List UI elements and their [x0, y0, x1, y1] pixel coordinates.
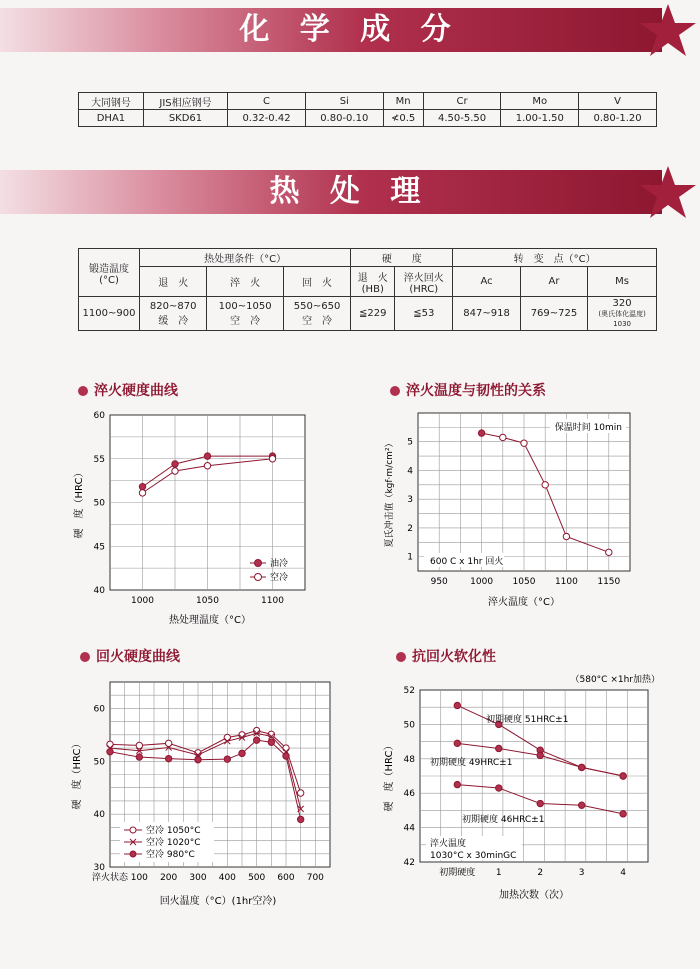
- data-point: [253, 737, 259, 743]
- y-tick-label: 55: [93, 454, 105, 465]
- data-point: [283, 745, 289, 751]
- y-tick-label: 4: [407, 466, 413, 477]
- bullet-icon: [78, 386, 88, 396]
- legend-marker-open: [130, 827, 136, 833]
- data-point: [620, 773, 626, 779]
- data-point: [478, 430, 484, 436]
- data-point: [537, 800, 543, 806]
- td-quench: 100~1050 空 冷: [207, 297, 283, 331]
- data-point: [283, 753, 289, 759]
- td-daido: DHA1: [79, 110, 144, 127]
- y-tick-label: 50: [93, 498, 105, 509]
- data-point: [165, 755, 171, 761]
- data-point: [606, 549, 612, 555]
- legend: [120, 822, 214, 862]
- data-point: [136, 754, 142, 760]
- annot-bottom: 淬火温度: [430, 839, 467, 849]
- y-axis-label: 硬 度（HRC）: [72, 738, 83, 810]
- data-point: [172, 461, 178, 467]
- x-tick-label: 950: [430, 577, 448, 587]
- heat-banner: [0, 164, 700, 220]
- td-forge: 1100~900: [79, 297, 140, 331]
- th-anneal: 退 火: [140, 267, 207, 297]
- legend-label: 空冷 1050°C: [146, 826, 201, 836]
- legend-label: 油冷: [270, 559, 289, 569]
- chart4-heading: 抗回火软化性: [396, 646, 496, 666]
- annot-bottom2: 1030°C x 30minGC: [430, 851, 517, 861]
- th-trans: 转 变 点（°C）: [453, 249, 657, 267]
- y-tick-label: 50: [93, 757, 105, 768]
- th-cr: Cr: [423, 93, 501, 110]
- td-v: 0.80-1.20: [579, 110, 657, 127]
- y-tick-label: 50: [403, 720, 415, 731]
- data-point: [139, 490, 145, 496]
- th-forge: 锻造温度 (°C): [79, 249, 140, 297]
- legend-marker-filled: [130, 851, 136, 857]
- x-tick-label: 200: [160, 873, 178, 883]
- data-point: [268, 739, 274, 745]
- temper-softening-chart: [380, 670, 670, 910]
- legend-marker-filled: [255, 560, 262, 567]
- x-tick-label: 2: [537, 868, 544, 878]
- td-ms: 320 (奥氏体化温度) 1030: [588, 297, 657, 331]
- data-point: [496, 785, 502, 791]
- data-point: [107, 749, 113, 755]
- th-daido: 大同钢号: [79, 93, 144, 110]
- data-point: [172, 468, 178, 474]
- th-temper: 回 火: [283, 267, 350, 297]
- x-axis-label: 加热次数（次）: [499, 890, 569, 901]
- y-tick-label: 1: [407, 552, 413, 563]
- x-tick-label: 100: [130, 873, 148, 883]
- y-tick-label: 40: [93, 810, 105, 821]
- td-hrc: ≦53: [395, 297, 453, 331]
- x-tick-label: 500: [248, 873, 266, 883]
- star-icon: [630, 2, 700, 58]
- x-axis-label: 回火温度（°C）(1hr空冷): [159, 896, 277, 907]
- data-point: [542, 482, 548, 488]
- x-tick-label: 600: [277, 873, 295, 883]
- x-tick-label: 1100: [554, 577, 578, 587]
- series-label: 初期硬度 49HRC±1: [430, 758, 513, 768]
- y-tick-label: 46: [403, 789, 415, 800]
- bullet-icon: [80, 652, 90, 662]
- data-point: [297, 816, 303, 822]
- x-tick-label: 1050: [196, 596, 219, 606]
- y-tick-label: 44: [403, 823, 415, 834]
- th-mn: Mn: [383, 93, 423, 110]
- x-tick-label: 初期硬度: [439, 868, 476, 878]
- bullet-icon: [390, 386, 400, 396]
- y-tick-label: 45: [93, 542, 105, 553]
- td-hb: ≦229: [351, 297, 395, 331]
- data-point: [195, 757, 201, 763]
- x-tick-label: 3: [578, 868, 585, 878]
- data-point: [454, 781, 460, 787]
- chart1-heading: 淬火硬度曲线: [78, 380, 178, 400]
- y-tick-label: 52: [403, 686, 415, 696]
- data-point: [521, 440, 527, 446]
- th-v: V: [579, 93, 657, 110]
- x-tick-label: 淬火状态: [91, 873, 129, 883]
- legend-label: 空冷 1020°C: [146, 838, 201, 848]
- chem-banner: [0, 2, 700, 58]
- data-point: [537, 752, 543, 758]
- x-tick-label: 300: [189, 873, 207, 883]
- td-c: 0.32-0.42: [228, 110, 306, 127]
- y-tick-label: 30: [93, 863, 105, 873]
- td-ar: 769~725: [520, 297, 587, 331]
- td-mn: ≮0.5: [383, 110, 423, 127]
- data-point: [204, 463, 210, 469]
- temper-hardness-chart: [68, 672, 340, 912]
- data-point: [139, 484, 145, 490]
- td-mo: 1.00-1.50: [501, 110, 579, 127]
- th-h-anneal: 退 火 (HB): [351, 267, 395, 297]
- x-tick-label: 1000: [470, 577, 494, 587]
- chart3-heading: 回火硬度曲线: [80, 646, 180, 666]
- th-jis: JIS相应钢号: [143, 93, 227, 110]
- data-point: [578, 764, 584, 770]
- chem-table: [78, 92, 657, 127]
- data-point: [454, 702, 460, 708]
- th-quench: 淬 火: [207, 267, 283, 297]
- data-point: [204, 453, 210, 459]
- data-point: [136, 742, 142, 748]
- quench-hardness-chart: [70, 405, 320, 630]
- y-axis-label: 夏氏冲击值（kgf·m/cm²）: [385, 438, 395, 548]
- data-point: [224, 756, 230, 762]
- annot-top: 保温时间 10min: [554, 423, 622, 433]
- data-point: [297, 790, 303, 796]
- th-cond: 热处理条件（°C）: [140, 249, 351, 267]
- x-tick-label: 1050: [512, 577, 536, 587]
- data-point: [496, 745, 502, 751]
- x-axis-label: 热处理温度（°C）: [169, 615, 251, 626]
- th-hard: 硬 度: [351, 249, 453, 267]
- td-cr: 4.50-5.50: [423, 110, 501, 127]
- legend-marker-open: [255, 574, 262, 581]
- th-h-quench: 淬火回火 (HRC): [395, 267, 453, 297]
- data-point: [239, 750, 245, 756]
- y-tick-label: 60: [93, 411, 105, 421]
- y-tick-label: 60: [93, 704, 105, 715]
- y-tick-label: 40: [93, 586, 105, 596]
- data-point: [578, 802, 584, 808]
- y-tick-label: 48: [403, 754, 415, 765]
- x-axis-label: 淬火温度（°C）: [488, 597, 560, 608]
- data-point: [107, 741, 113, 747]
- data-point: [454, 740, 460, 746]
- y-axis-label: 硬 度（HRC）: [74, 467, 85, 539]
- th-si: Si: [305, 93, 383, 110]
- y-axis-label: 硬 度（HRC）: [384, 740, 395, 812]
- data-point: [269, 456, 275, 462]
- banner-title: 热 处 理: [269, 174, 431, 209]
- y-tick-label: 2: [407, 523, 413, 534]
- td-temper: 550~650 空 冷: [283, 297, 350, 331]
- heat-table: [78, 248, 657, 331]
- y-tick-label: 5: [407, 437, 413, 448]
- td-si: 0.80-0.10: [305, 110, 383, 127]
- y-tick-label: 42: [403, 858, 415, 868]
- legend-label: 空冷: [270, 573, 289, 583]
- x-tick-label: 1: [495, 868, 502, 878]
- x-tick-label: 1150: [597, 577, 621, 587]
- x-tick-label: 1100: [261, 596, 284, 606]
- chart2-heading: 淬火温度与韧性的关系: [390, 380, 546, 400]
- star-icon: [630, 164, 700, 220]
- data-point: [500, 434, 506, 440]
- y-tick-label: 3: [407, 495, 413, 506]
- annot-bottom: 600 C x 1hr 回火: [430, 557, 504, 567]
- toughness-chart: [378, 405, 643, 613]
- th-ms: Ms: [588, 267, 657, 297]
- td-anneal: 820~870 缓 冷: [140, 297, 207, 331]
- series-label: 初期硬度 51HRC±1: [486, 715, 569, 725]
- td-ac: 847~918: [453, 297, 520, 331]
- data-point: [224, 734, 230, 740]
- annot-top: （580°C ×1hr加热）: [570, 675, 660, 685]
- legend-label: 空冷 980°C: [146, 850, 195, 860]
- data-point: [563, 533, 569, 539]
- td-jis: SKD61: [143, 110, 227, 127]
- x-tick-label: 1000: [131, 596, 154, 606]
- banner-title: 化 学 成 分: [239, 12, 461, 47]
- th-c: C: [228, 93, 306, 110]
- x-tick-label: 700: [306, 873, 324, 883]
- x-tick-label: 4: [620, 868, 626, 878]
- th-ac: Ac: [453, 267, 520, 297]
- x-tick-label: 400: [218, 873, 236, 883]
- series-label: 初期硬度 46HRC±1: [462, 815, 545, 825]
- data-point: [620, 811, 626, 817]
- th-mo: Mo: [501, 93, 579, 110]
- bullet-icon: [396, 652, 406, 662]
- th-ar: Ar: [520, 267, 587, 297]
